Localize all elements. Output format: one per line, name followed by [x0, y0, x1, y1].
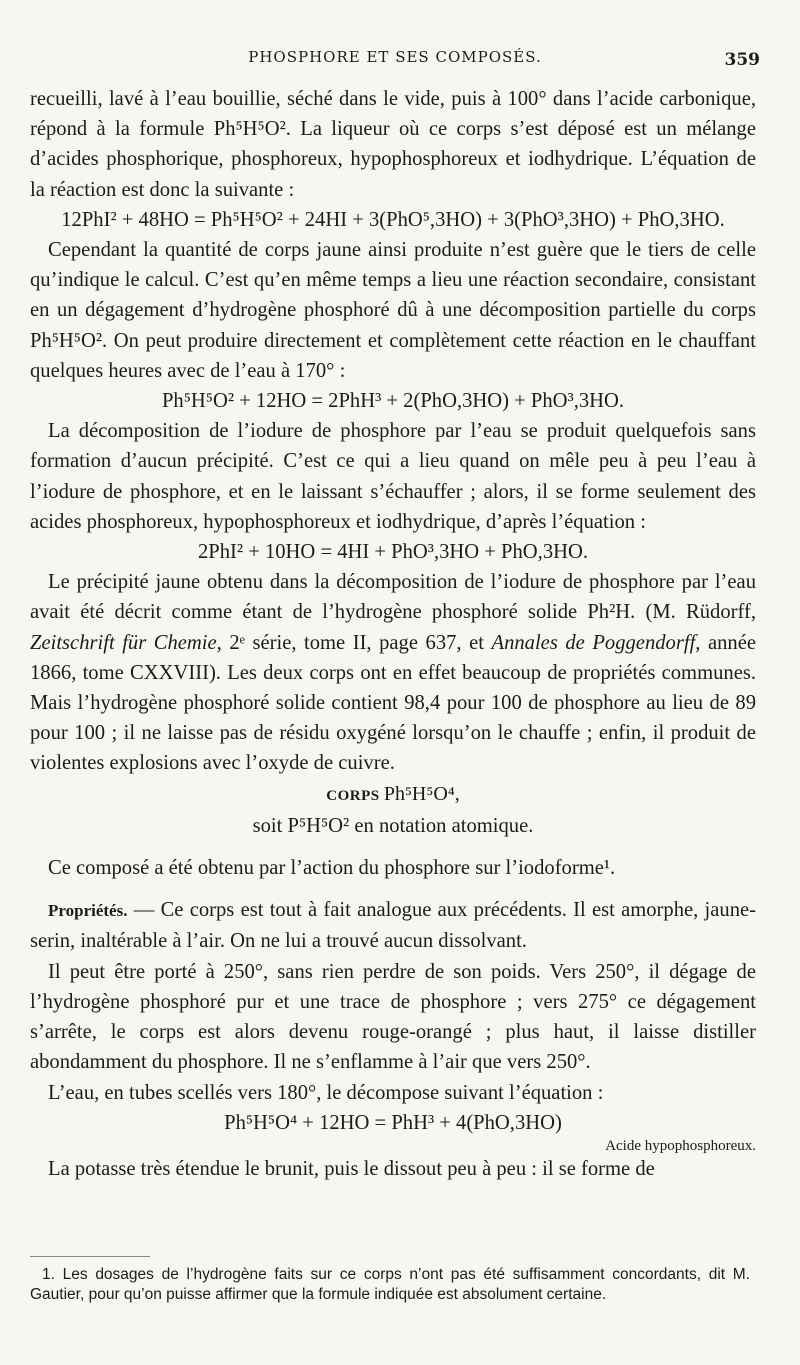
- page-number: 359: [724, 50, 760, 70]
- citation-title: Annales de Poggendorff: [491, 631, 696, 654]
- paragraph: Il peut être porté à 250°, sans rien perdre de son poids. Vers 250°, il dégage de l’hydrogène phosphoré pur et une trace de phosphore ; vers 275° ce dégagement s’arrête, le corps est alors devenu rouge-orangé ; plus haut, il laisse distiller abondamment du phosphore. Il ne s’enflamme à l’air que vers 250°.: [30, 960, 756, 1074]
- paragraph: Ce composé a été obtenu par l’action du phosphore sur l’iodoforme¹.: [48, 857, 616, 880]
- body-text: [30, 84, 756, 1184]
- citation-title: Zeitschrift für Chemie: [30, 631, 217, 654]
- paragraph: [30, 567, 756, 778]
- text-run: Le précipité jaune obtenu dans la décomposition de l’iodure de phosphore par l’eau avait été décrit comme étant de l’hydrogène phosphoré solide Ph²H. (M. Rüdorff,: [30, 571, 756, 624]
- section-heading: [30, 779, 756, 811]
- equation: 2PhI² + 10HO = 4HI + PhO³,3HO + PhO,3HO.: [197, 541, 589, 564]
- section-formula: Ph⁵H⁵O⁴,: [383, 782, 460, 805]
- text-run: — Ce corps est tout à fait analogue aux précédents. Il est amorphe, jaune-serin, inaltérable à l’air. On ne lui a trouvé aucun dissolvant.: [30, 899, 756, 953]
- section-subheading: soit P⁵H⁵O² en notation atomique.: [252, 814, 534, 837]
- page-header: [30, 42, 760, 72]
- paragraph: Cependant la quantité de corps jaune ainsi produite n’est guère que le tiers de celle qu’indique le calcul. C’est qu’en même temps a lieu une réaction secondaire, consistant en un dégagement d’hydrogène phosphoré dû à une décomposition partielle du corps Ph⁵H⁵O². On peut produire directement et complètement cette réaction en le chauffant quelques heures avec de l’eau à 170° :: [30, 239, 756, 382]
- footnotes: [30, 1265, 750, 1305]
- spacer: [30, 883, 756, 895]
- equation: Ph⁵H⁵O⁴ + 12HO = PhH³ + 4(PhO,3HO): [224, 1111, 562, 1134]
- paragraph: La potasse très étendue le brunit, puis le dissout peu à peu : il se forme de: [48, 1157, 655, 1180]
- footnote-divider: [30, 1256, 150, 1257]
- equation: 12PhI² + 48HO = Ph⁵H⁵O² + 24HI + 3(PhO⁵,3HO) + 3(PhO³,3HO) + PhO,3HO.: [61, 208, 725, 231]
- paragraph: L’eau, en tubes scellés vers 180°, le décompose suivant l’équation :: [48, 1081, 604, 1104]
- equation: Ph⁵H⁵O² + 12HO = 2PhH³ + 2(PhO,3HO) + PhO³,3HO.: [161, 390, 625, 413]
- equation-annotation: Acide hypophosphoreux.: [605, 1137, 756, 1154]
- text-run: , année 1866, tome CXXVIII). Les deux corps ont en effet beaucoup de propriétés communes. Mais l’hydrogène phosphoré solide contient 98,4 pour 100 de phosphore au lieu de 89 pour 100 ; il ne laisse pas de résidu oxygéné lorsqu’on le chauffe ; enfin, il produit de violentes explosions avec l’oxyde de cuivre.: [30, 631, 756, 775]
- running-title: PHOSPHORE ET SES COMPOSÉS.: [248, 48, 542, 66]
- section-label: CORPS: [326, 787, 380, 804]
- paragraph: recueilli, lavé à l’eau bouillie, séché dans le vide, puis à 100° dans l’acide carbonique, répond à la formule Ph⁵H⁵O². La liqueur où ce corps s’est déposé est un mélange d’acides phosphorique, phosphoreux, hypophosphoreux et iodhydrique. L’équation de la réaction est donc la suivante :: [30, 88, 756, 201]
- properties-label: Propriétés.: [48, 901, 128, 921]
- footnote: 1. Les dosages de l’hydrogène faits sur ce corps n’ont pas été suffisamment concordants, dit M. Gautier, pour qu’on puisse affirmer que la formule indiquée est absolument certaine.: [30, 1266, 750, 1303]
- text-run: , 2ᵉ série, tome II, page 637, et: [216, 631, 492, 654]
- paragraph: [30, 895, 756, 956]
- paragraph: La décomposition de l’iodure de phosphore par l’eau se produit quelquefois sans formation d’aucun précipité. C’est ce qui a lieu quand on mêle peu à peu l’eau à l’iodure de phosphore, et en le laissant s’échauffer ; alors, il se forme seulement des acides phosphoreux, hypophosphoreux et iodhydrique, d’après l’équation :: [30, 420, 756, 533]
- spacer: [30, 841, 756, 853]
